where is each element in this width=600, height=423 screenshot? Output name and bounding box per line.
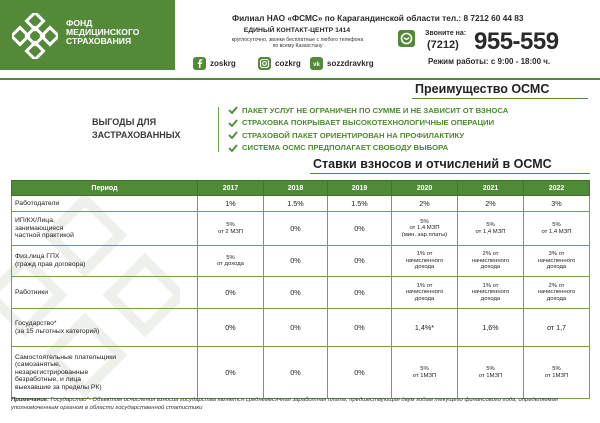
table-cell: 0% xyxy=(264,309,328,347)
social-vk[interactable] xyxy=(310,57,374,70)
table-cell: 1.5% xyxy=(328,196,392,212)
table-cell: 1% от начисленного дохода xyxy=(392,277,458,309)
header xyxy=(0,0,600,78)
table-cell: 5% от 1МЗП xyxy=(458,347,524,399)
social-facebook[interactable] xyxy=(193,57,236,70)
logo xyxy=(0,0,175,70)
instagram-icon xyxy=(258,57,271,70)
row-label: ИП/КХ/Лица, занимающиеся частной практикой xyxy=(12,212,198,246)
social-handle: sozzdravkrg xyxy=(327,59,374,68)
table-cell: 0% xyxy=(328,347,392,399)
table-cell: 1.5% xyxy=(264,196,328,212)
branch-title: Филиал НАО «ФСМС» по Карагандинской области тел.: 8 7212 60 44 83 xyxy=(232,13,524,23)
table-cell: 5% от 1МЗП xyxy=(392,347,458,399)
rates-title: Ставки взносов и отчислений в ОСМС xyxy=(313,157,552,171)
table-cell: 0% xyxy=(328,309,392,347)
advantage-text: СИСТЕМА ОСМС ПРЕДПОЛАГАЕТ СВОБОДУ ВЫБОРА xyxy=(242,143,449,153)
advantage-text: ПАКЕТ УСЛУГ НЕ ОГРАНИЧЕН ПО СУММЕ И НЕ ЗАВИСИТ ОТ ВЗНОСА xyxy=(242,105,509,115)
social-handle: zoskrg xyxy=(210,59,236,68)
phone-code: (7212) xyxy=(427,39,459,51)
phone-number[interactable]: 955-559 xyxy=(474,28,559,55)
table-cell: 0% xyxy=(328,277,392,309)
column-header: 2022 xyxy=(524,181,590,196)
contact-center-title: ЕДИНЫЙ КОНТАКТ-ЦЕНТР 1414 xyxy=(243,27,351,34)
row-label: Работодатели xyxy=(12,196,198,212)
table-cell: 0% xyxy=(264,277,328,309)
row-label: Государство* (за 15 льготных категорий) xyxy=(12,309,198,347)
benefits-label: ВЫГОДЫ ДЛЯ ЗАСТРАХОВАННЫХ xyxy=(92,117,181,140)
advantages-title: Преимущество ОСМС xyxy=(415,82,550,96)
checkmark-icon xyxy=(228,144,238,152)
logo-text: ФОНД МЕДИЦИНСКОГО СТРАХОВАНИЯ xyxy=(66,18,140,46)
table-cell: 1% от начисленного дохода xyxy=(392,246,458,277)
phone-icon xyxy=(398,30,415,47)
table-row xyxy=(12,309,590,347)
advantages-underline xyxy=(412,98,588,99)
column-header: 2018 xyxy=(264,181,328,196)
table-cell: 0% xyxy=(198,277,264,309)
table-cell: 0% xyxy=(328,212,392,246)
table-cell: 0% xyxy=(328,246,392,277)
checkmark-icon xyxy=(228,119,238,127)
rates-underline xyxy=(310,173,590,174)
column-header: 2020 xyxy=(392,181,458,196)
facebook-icon xyxy=(193,57,206,70)
list-item xyxy=(228,117,508,130)
footnote xyxy=(11,397,591,412)
table-cell: 5% от 1МЗП xyxy=(524,347,590,399)
table-cell: 5% от 2 МЗП xyxy=(198,212,264,246)
table-row xyxy=(12,196,590,212)
phone-label: Звоните на: xyxy=(425,30,467,37)
table-cell: 0% xyxy=(198,347,264,399)
table-cell: 3% xyxy=(524,196,590,212)
table-cell: 5% от 1,4 МЗП xyxy=(524,212,590,246)
table-cell: 2% xyxy=(392,196,458,212)
vk-icon xyxy=(310,57,323,70)
row-label: Работники xyxy=(12,277,198,309)
table-cell: от 1,7 xyxy=(524,309,590,347)
row-label: Самостоятельные плательщики (самозанятые, незарегистрированные безработные, и лица выехавшие за пределы РК) xyxy=(12,347,198,399)
table-cell: 0% xyxy=(198,309,264,347)
table-cell: 1,4%* xyxy=(392,309,458,347)
advantage-text: СТРАХОВОЙ ПАКЕТ ОРИЕНТИРОВАН НА ПРОФИЛАКТИКУ xyxy=(242,130,465,140)
column-header: Период xyxy=(12,181,198,196)
table-cell: 5% от 1,4 МЗП (мин. зар.платы) xyxy=(392,212,458,246)
table-cell: 1% xyxy=(198,196,264,212)
table-header-row xyxy=(12,181,590,196)
table-row xyxy=(12,212,590,246)
checkmark-icon xyxy=(228,131,238,139)
table-row xyxy=(12,277,590,309)
table-row xyxy=(12,347,590,399)
table-cell: 2% xyxy=(458,196,524,212)
contact-center-subtitle: круглосуточно, звонки бесплатные с любого телефона по всему Казахстану xyxy=(231,37,364,50)
advantage-text: СТРАХОВКА ПОКРЫВАЕТ ВЫСОКОТЕХНОЛОГИЧНЫЕ ОПЕРАЦИИ xyxy=(242,118,495,128)
social-instagram[interactable] xyxy=(258,57,301,70)
table-cell: 1% от начисленного дохода xyxy=(458,277,524,309)
table-cell: 1,6% xyxy=(458,309,524,347)
row-label: Физ.лица ГПХ (гражд прав договора) xyxy=(12,246,198,277)
header-divider xyxy=(0,78,600,80)
table-cell: 2% от начисленного дохода xyxy=(524,277,590,309)
column-header: 2019 xyxy=(328,181,392,196)
table-row xyxy=(12,246,590,277)
table-cell: 0% xyxy=(264,347,328,399)
svg-text:vk: vk xyxy=(313,62,320,68)
table-cell: 5% от 1,4 МЗП xyxy=(458,212,524,246)
rates-table xyxy=(11,180,590,399)
checkmark-icon xyxy=(228,106,238,114)
advantages-list xyxy=(228,104,508,154)
working-hours: Режим работы: с 9:00 - 18:00 ч. xyxy=(428,57,551,66)
table-cell: 2% от начисленного дохода xyxy=(458,246,524,277)
social-handle: cozkrg xyxy=(275,59,301,68)
list-item xyxy=(228,129,508,142)
column-header: 2021 xyxy=(458,181,524,196)
list-item xyxy=(228,142,508,155)
footnote-text: Государство*- Объектом исчисления взносов государства является среднемесячная заработная плата, предшествующая двум годам текущего финансового года, определяемая уполномоченным органом в области государственной статистики xyxy=(11,397,559,411)
column-header: 2017 xyxy=(198,181,264,196)
table-cell: 0% xyxy=(264,246,328,277)
fund-logo-icon xyxy=(12,13,58,59)
list-item xyxy=(228,104,508,117)
table-cell: 0% xyxy=(264,212,328,246)
footnote-label: Примечание: xyxy=(11,397,50,403)
benefits-divider xyxy=(218,107,219,152)
table-cell: 5% от дохода xyxy=(198,246,264,277)
table-cell: 3% от начисленного дохода xyxy=(524,246,590,277)
